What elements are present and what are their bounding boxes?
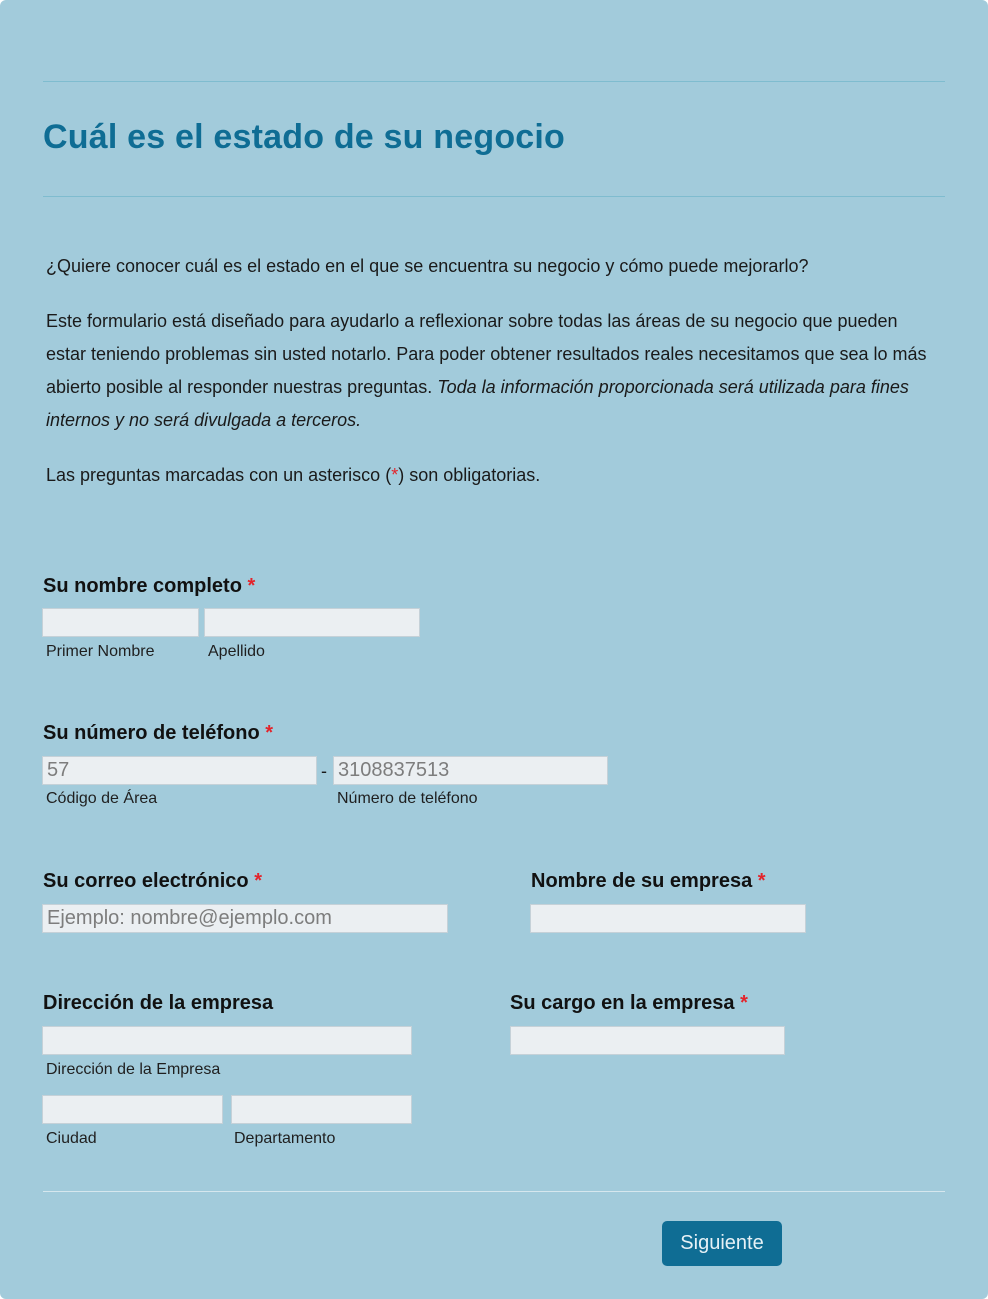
phone-number-sublabel: Número de teléfono — [337, 790, 478, 807]
required-asterisk: * — [254, 870, 262, 892]
required-note-post: ) son obligatorias. — [398, 465, 541, 485]
position-label-text: Su cargo en la empresa — [510, 992, 735, 1014]
phone-separator: - — [321, 761, 327, 781]
phone-label — [43, 722, 273, 745]
last-name-input[interactable] — [204, 608, 420, 637]
position-input[interactable] — [510, 1026, 785, 1055]
company-name-label — [531, 870, 766, 893]
intro-body-italic: Toda la información proporcionada será utilizada para fines internos y no será divulgada a terceros. — [46, 377, 909, 430]
required-asterisk: * — [265, 722, 274, 744]
city-input[interactable] — [42, 1095, 223, 1124]
required-asterisk: * — [740, 992, 748, 1014]
full-name-label — [43, 575, 255, 598]
email-label — [43, 870, 262, 893]
phone-label-text: Su número de teléfono — [43, 722, 260, 744]
intro-body — [46, 305, 936, 437]
company-name-label-text: Nombre de su empresa — [531, 870, 753, 892]
street-address-sublabel: Dirección de la Empresa — [46, 1061, 221, 1078]
required-note-asterisk: * — [391, 465, 399, 485]
full-name-label-text: Su nombre completo — [43, 575, 242, 597]
required-note-pre: Las preguntas marcadas con un asterisco ( — [46, 465, 392, 485]
required-asterisk: * — [757, 870, 766, 892]
email-input[interactable] — [42, 904, 448, 933]
city-sublabel: Ciudad — [46, 1130, 97, 1147]
next-button[interactable]: Siguiente — [662, 1221, 782, 1266]
area-code-sublabel: Código de Área — [46, 790, 158, 807]
intro-body-text: Este formulario está diseñado para ayudarlo a reflexionar sobre todas las áreas de su negocio que pueden estar teniendo problemas sin usted notarlo. Para poder obtener resultados reales necesitamos que sea lo más abierto posible al responder nuestras preguntas. — [46, 311, 927, 397]
first-name-input[interactable] — [42, 608, 199, 637]
company-name-input[interactable] — [530, 904, 806, 933]
street-address-input[interactable] — [42, 1026, 412, 1055]
area-code-input[interactable] — [42, 756, 317, 785]
email-label-text: Su correo electrónico — [43, 870, 249, 892]
bottom-divider — [43, 1191, 945, 1192]
title-divider — [43, 196, 945, 197]
state-input[interactable] — [231, 1095, 412, 1124]
required-note — [46, 459, 936, 492]
top-divider — [43, 81, 945, 82]
company-address-label: Dirección de la empresa — [43, 992, 274, 1014]
form-title: Cuál es el estado de su negocio — [43, 118, 566, 156]
position-label — [510, 992, 748, 1015]
state-sublabel: Departamento — [234, 1130, 336, 1147]
last-name-sublabel: Apellido — [208, 643, 265, 660]
phone-number-input[interactable] — [333, 756, 608, 785]
intro-question: ¿Quiere conocer cuál es el estado en el que se encuentra su negocio y cómo puede mejorarlo? — [46, 256, 809, 276]
first-name-sublabel: Primer Nombre — [46, 643, 155, 660]
required-asterisk: * — [247, 575, 256, 597]
